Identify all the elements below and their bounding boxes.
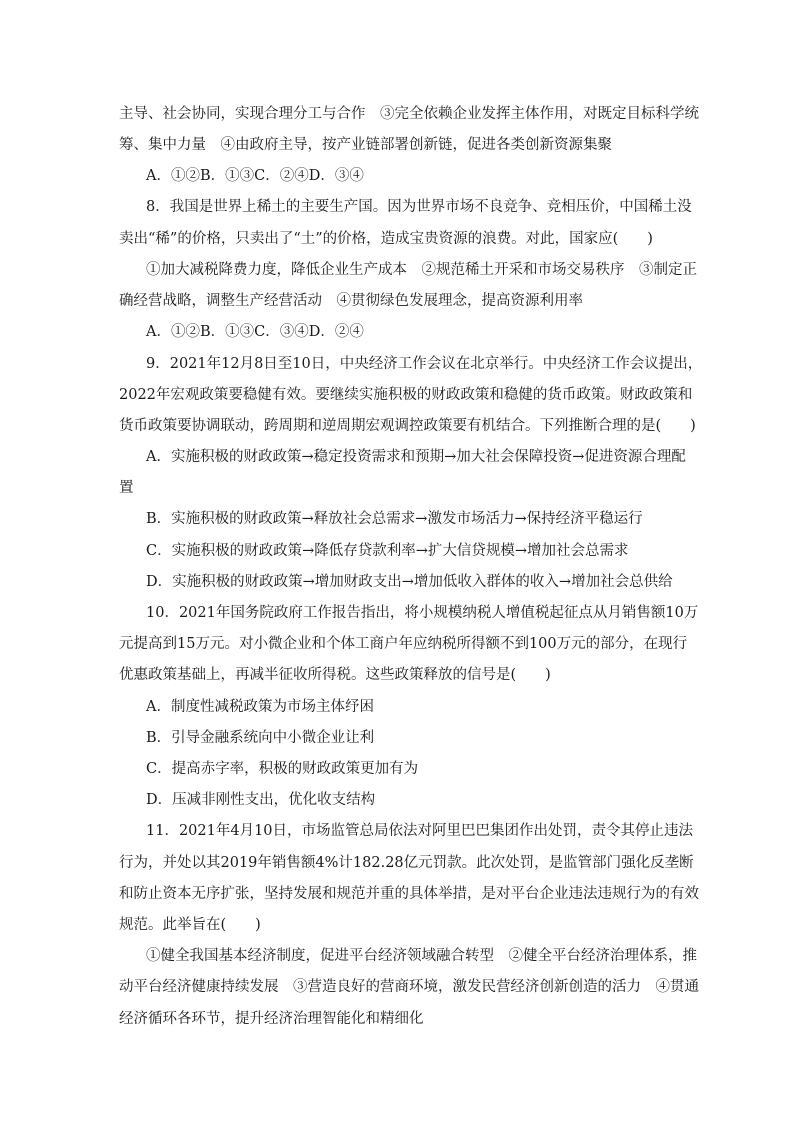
option-c: C．实施积极的财政政策→降低存贷款利率→扩大信贷规模→增加社会总需求 (146, 543, 629, 559)
text-line: 元提高到15万元。对小微企业和个体工商户年应纳税所得额不到100万元的部分，在现行 (119, 636, 688, 652)
text-line: 动平台经济健康持续发展 ③营造良好的营商环境，激发民营经济创新创造的活力 ④贯通 (119, 979, 699, 995)
question-9-text: 9．2021年12月8日至10日，中央经济工作会议在北京举行。中央经济工作会议提出， (146, 356, 703, 372)
statement-line: ①加大减税降费力度，降低企业生产成本 ②规范稀土开采和市场交易秩序 ③制定正 (146, 262, 697, 278)
text-line: 主导、社会协同，实现合理分工与合作 ③完全依赖企业发挥主体作用，对既定目标科学统 (119, 106, 699, 122)
option-b: B．实施积极的财政政策→释放社会总需求→激发市场活力→保持经济平稳运行 (146, 511, 643, 527)
option-b: B．引导金融系统向中小微企业让利 (146, 730, 375, 746)
text-line: 2022年宏观政策要稳健有效。要继续实施积极的财政政策和稳健的货币政策。财政政策和 (119, 387, 693, 403)
text-line: 规范。此举旨在( ) (119, 917, 261, 933)
text-line: 筹、集中力量 ④由政府主导，按产业链部署创新链，促进各类创新资源集聚 (119, 137, 612, 153)
text-line: 卖出“稀”的价格，只卖出了“土”的价格，造成宝贵资源的浪费。对此，国家应( ) (119, 231, 653, 247)
text-line: 行为，并处以其2019年销售额4%计182.28亿元罚款。此次处罚，是监管部门强化反垄断 (119, 855, 694, 871)
question-8-text: 8．我国是世界上稀土的主要生产国。因为世界市场不良竞争、竞相压价，中国稀土没 (146, 199, 692, 215)
question-10-text: 10．2021年国务院政府工作报告指出，将小规模纳税人增值税起征点从月销售额10万 (146, 605, 699, 621)
text-line: 货币政策要协调联动，跨周期和逆周期宏观调控政策要有机结合。下列推断合理的是( ) (119, 418, 696, 434)
question-11-text: 11．2021年4月10日，市场监管总局依法对阿里巴巴集团作出处罚，责令其停止违法 (146, 823, 694, 839)
option-a: A．制度性减税政策为市场主体纾困 (146, 699, 374, 715)
text-line: 经济循环各环节，提升经济治理智能化和精细化 (119, 1011, 424, 1027)
option-a: A．实施积极的财政政策→稳定投资需求和预期→加大社会保障投资→促进资源合理配 (146, 449, 686, 465)
text-line: 和防止资本无序扩张，坚持发展和规范并重的具体举措，是对平台企业违法违规行为的有效 (119, 886, 699, 902)
option-d: D．压减非刚性支出，优化收支结构 (146, 792, 376, 808)
statement-line: ①健全我国基本经济制度，促进平台经济领域融合转型 ②健全平台经济治理体系，推 (146, 948, 697, 964)
text-line: 确经营战略，调整生产经营活动 ④贯彻绿色发展理念，提高资源利用率 (119, 293, 583, 309)
text-line: 置 (119, 480, 134, 496)
option-c: C．提高赤字率，积极的财政政策更加有为 (146, 761, 419, 777)
answer-options: A．①②B．①③C．②④D．③④ (146, 168, 364, 184)
answer-options: A．①②B．①③C．③④D．②④ (146, 324, 364, 340)
text-line: 优惠政策基础上，再减半征收所得税。这些政策释放的信号是( ) (119, 667, 551, 683)
option-d: D．实施积极的财政政策→增加财政支出→增加低收入群体的收入→增加社会总供给 (146, 574, 673, 590)
